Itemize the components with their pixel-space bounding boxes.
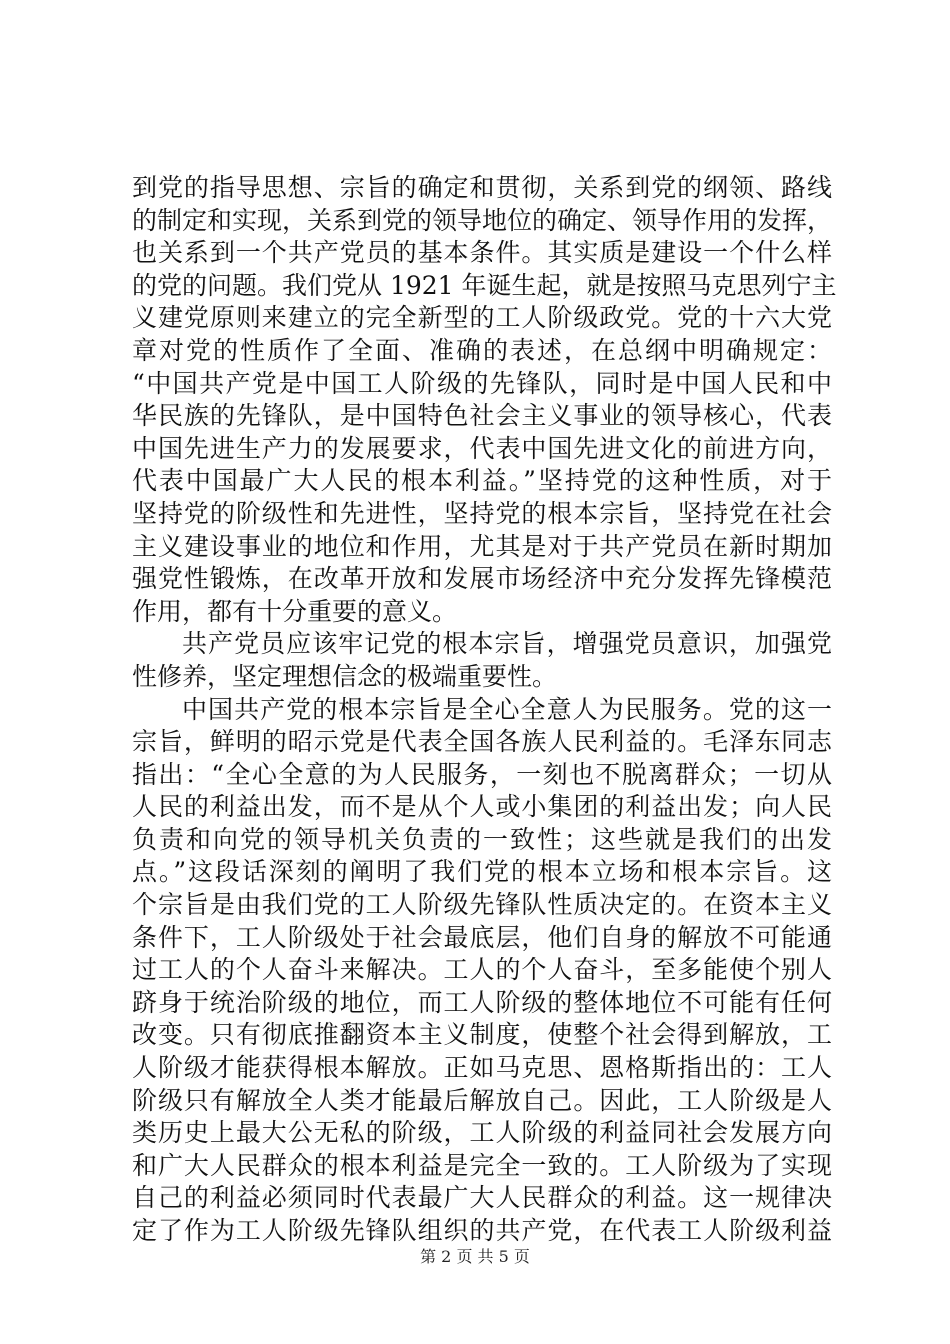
text-line: 强党性锻炼，在改革开放和发展市场经济中充分发挥先锋模范 xyxy=(132,564,832,594)
text-line: 义建党原则来建立的完全新型的工人阶级政党。党的十六大党 xyxy=(132,303,832,333)
text-line: 中国共产党的根本宗旨是全心全意人为民服务。党的这一 xyxy=(182,694,832,724)
text-line: 作用，都有十分重要的意义。 xyxy=(132,596,458,626)
text-line: 章对党的性质作了全面、准确的表述，在总纲中明确规定： xyxy=(132,335,832,365)
text-line: “中国共产党是中国工人阶级的先锋队，同时是中国人民和中 xyxy=(132,368,832,398)
text-line: 人民的利益出发，而不是从个人或小集团的利益出发；向人民 xyxy=(132,792,832,822)
text-line: 阶级只有解放全人类才能最后解放自己。因此，工人阶级是人 xyxy=(132,1085,832,1115)
text-line: 也关系到一个共产党员的基本条件。其实质是建设一个什么样 xyxy=(132,238,832,268)
paragraph xyxy=(132,172,837,628)
text-line: 的党的问题。我们党从 1921 年诞生起，就是按照马克思列宁主 xyxy=(132,270,837,300)
text-line: 华民族的先锋队，是中国特色社会主义事业的领导核心，代表 xyxy=(132,401,832,431)
text-line: 的制定和实现，关系到党的领导地位的确定、领导作用的发挥， xyxy=(132,205,833,235)
text-line: 类历史上最大公无私的阶级，工人阶级的利益同社会发展方向 xyxy=(132,1118,832,1148)
text-line: 共产党员应该牢记党的根本宗旨，增强党员意识，加强党 xyxy=(182,629,832,659)
text-line: 到党的指导思想、宗旨的确定和贯彻，关系到党的纲领、路线 xyxy=(132,173,832,202)
text-line: 中国先进生产力的发展要求，代表中国先进文化的前进方向， xyxy=(132,433,832,463)
text-line: 负责和向党的领导机关负责的一致性；这些就是我们的出发 xyxy=(132,824,832,854)
text-line: 人阶级才能获得根本解放。正如马克思、恩格斯指出的：工人 xyxy=(132,1053,832,1083)
text-line: 过工人的个人奋斗来解决。工人的个人奋斗，至多能使个别人 xyxy=(132,955,832,985)
text-line: 自己的利益必须同时代表最广大人民群众的利益。这一规律决 xyxy=(132,1183,832,1213)
text-line: 条件下，工人阶级处于社会最底层，他们自身的解放不可能通 xyxy=(132,922,832,952)
text-line: 性修养，坚定理想信念的极端重要性。 xyxy=(132,661,558,691)
paragraph xyxy=(132,694,832,1248)
page-footer: 第 2 页 共 5 页 xyxy=(420,1247,530,1266)
text-line: 坚持党的阶级性和先进性，坚持党的根本宗旨，坚持党在社会 xyxy=(132,498,832,528)
text-line: 代表中国最广大人民的根本利益。”坚持党的这种性质，对于 xyxy=(132,466,832,496)
text-line: 点。”这段话深刻的阐明了我们党的根本立场和根本宗旨。这 xyxy=(132,857,832,887)
body-text xyxy=(132,172,837,1248)
text-line: 指出：“全心全意的为人民服务，一刻也不脱离群众；一切从 xyxy=(132,759,832,789)
text-line: 主义建设事业的地位和作用，尤其是对于共产党员在新时期加 xyxy=(132,531,832,561)
paragraph xyxy=(132,628,832,693)
text-line: 个宗旨是由我们党的工人阶级先锋队性质决定的。在资本主义 xyxy=(132,890,832,920)
text-line: 跻身于统治阶级的地位，而工人阶级的整体地位不可能有任何 xyxy=(132,987,832,1017)
text-line: 改变。只有彻底推翻资本主义制度，使整个社会得到解放，工 xyxy=(132,1020,832,1050)
text-line: 宗旨，鲜明的昭示党是代表全国各族人民利益的。毛泽东同志 xyxy=(132,727,832,757)
text-line: 定了作为工人阶级先锋队组织的共产党，在代表工人阶级利益 xyxy=(132,1216,832,1245)
text-line: 和广大人民群众的根本利益是完全一致的。工人阶级为了实现 xyxy=(132,1150,832,1180)
